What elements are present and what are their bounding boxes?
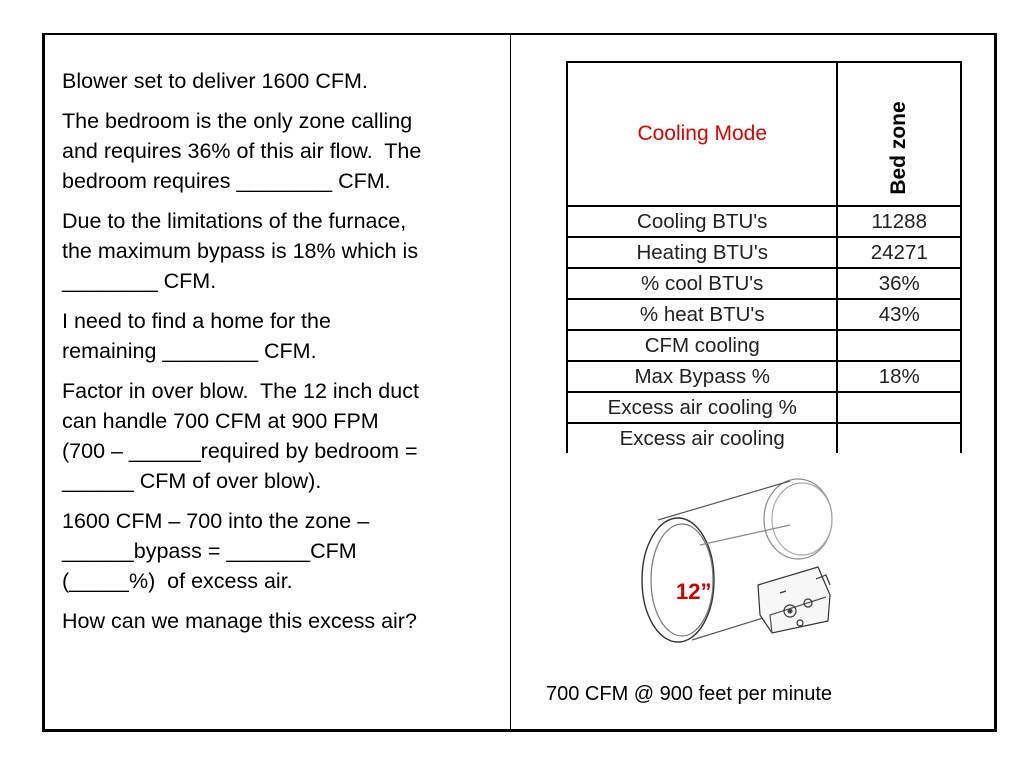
problem-text — [62, 66, 502, 636]
text-line: (_____%) of excess air. — [62, 569, 293, 593]
paragraph-bypass — [62, 206, 502, 296]
row-value — [837, 423, 961, 453]
bed-zone-label: Bed zone — [887, 101, 911, 195]
text-line: The bedroom is the only zone calling — [62, 109, 413, 133]
row-label: % cool BTU's — [567, 268, 837, 299]
text-line: How can we manage this excess air? — [62, 609, 417, 633]
row-value — [837, 392, 961, 423]
row-value: 43% — [837, 299, 961, 330]
paragraph-blower — [62, 66, 502, 96]
text-line: I need to find a home for the — [62, 309, 331, 333]
row-label: Excess air cooling — [567, 423, 837, 453]
text-line: ______bypass = _______CFM — [62, 539, 357, 563]
row-label: Cooling BTU's — [567, 206, 837, 237]
text-line: Blower set to deliver 1600 CFM. — [62, 69, 368, 93]
row-value: 36% — [837, 268, 961, 299]
text-line: ________ CFM. — [62, 269, 217, 293]
text-line: and requires 36% of this air flow. The — [62, 139, 422, 163]
row-value: 11288 — [837, 206, 961, 237]
paragraph-remaining — [62, 306, 502, 366]
table-header-row — [567, 62, 961, 206]
text-line: remaining ________ CFM. — [62, 339, 317, 363]
table-row — [567, 237, 961, 268]
mode-label: Cooling Mode — [637, 122, 768, 145]
paragraph-question — [62, 606, 502, 636]
mode-cell — [567, 62, 837, 206]
table-row — [567, 361, 961, 392]
text-line: (700 – ______required by bedroom = — [62, 439, 418, 463]
table-row — [567, 268, 961, 299]
table-row — [567, 299, 961, 330]
table-row — [567, 330, 961, 361]
table-row — [567, 206, 961, 237]
row-label: % heat BTU's — [567, 299, 837, 330]
damper-drawing — [640, 475, 850, 645]
duct-size-label: 12” — [676, 579, 712, 604]
text-line: 1600 CFM – 700 into the zone – — [62, 509, 370, 533]
row-label: CFM cooling — [567, 330, 837, 361]
table-row — [567, 423, 961, 453]
zone-header-cell — [837, 62, 961, 206]
text-line: bedroom requires ________ CFM. — [62, 169, 391, 193]
paragraph-overblow — [62, 376, 502, 496]
zone-table — [566, 61, 962, 453]
row-label: Max Bypass % — [567, 361, 837, 392]
text-line: the maximum bypass is 18% which is — [62, 239, 419, 263]
row-value: 18% — [837, 361, 961, 392]
row-value — [837, 330, 961, 361]
row-label: Excess air cooling % — [567, 392, 837, 423]
row-label: Heating BTU's — [567, 237, 837, 268]
table-row — [567, 392, 961, 423]
row-value: 24271 — [837, 237, 961, 268]
text-line: Due to the limitations of the furnace, — [62, 209, 407, 233]
column-divider — [510, 34, 511, 731]
damper-caption: 700 CFM @ 900 feet per minute — [546, 683, 832, 705]
text-line: Factor in over blow. The 12 inch duct — [62, 379, 419, 403]
paragraph-bedroom — [62, 106, 502, 196]
text-line: ______ CFM of over blow). — [62, 469, 322, 493]
text-line: can handle 700 CFM at 900 FPM — [62, 409, 379, 433]
paragraph-excess — [62, 506, 502, 596]
